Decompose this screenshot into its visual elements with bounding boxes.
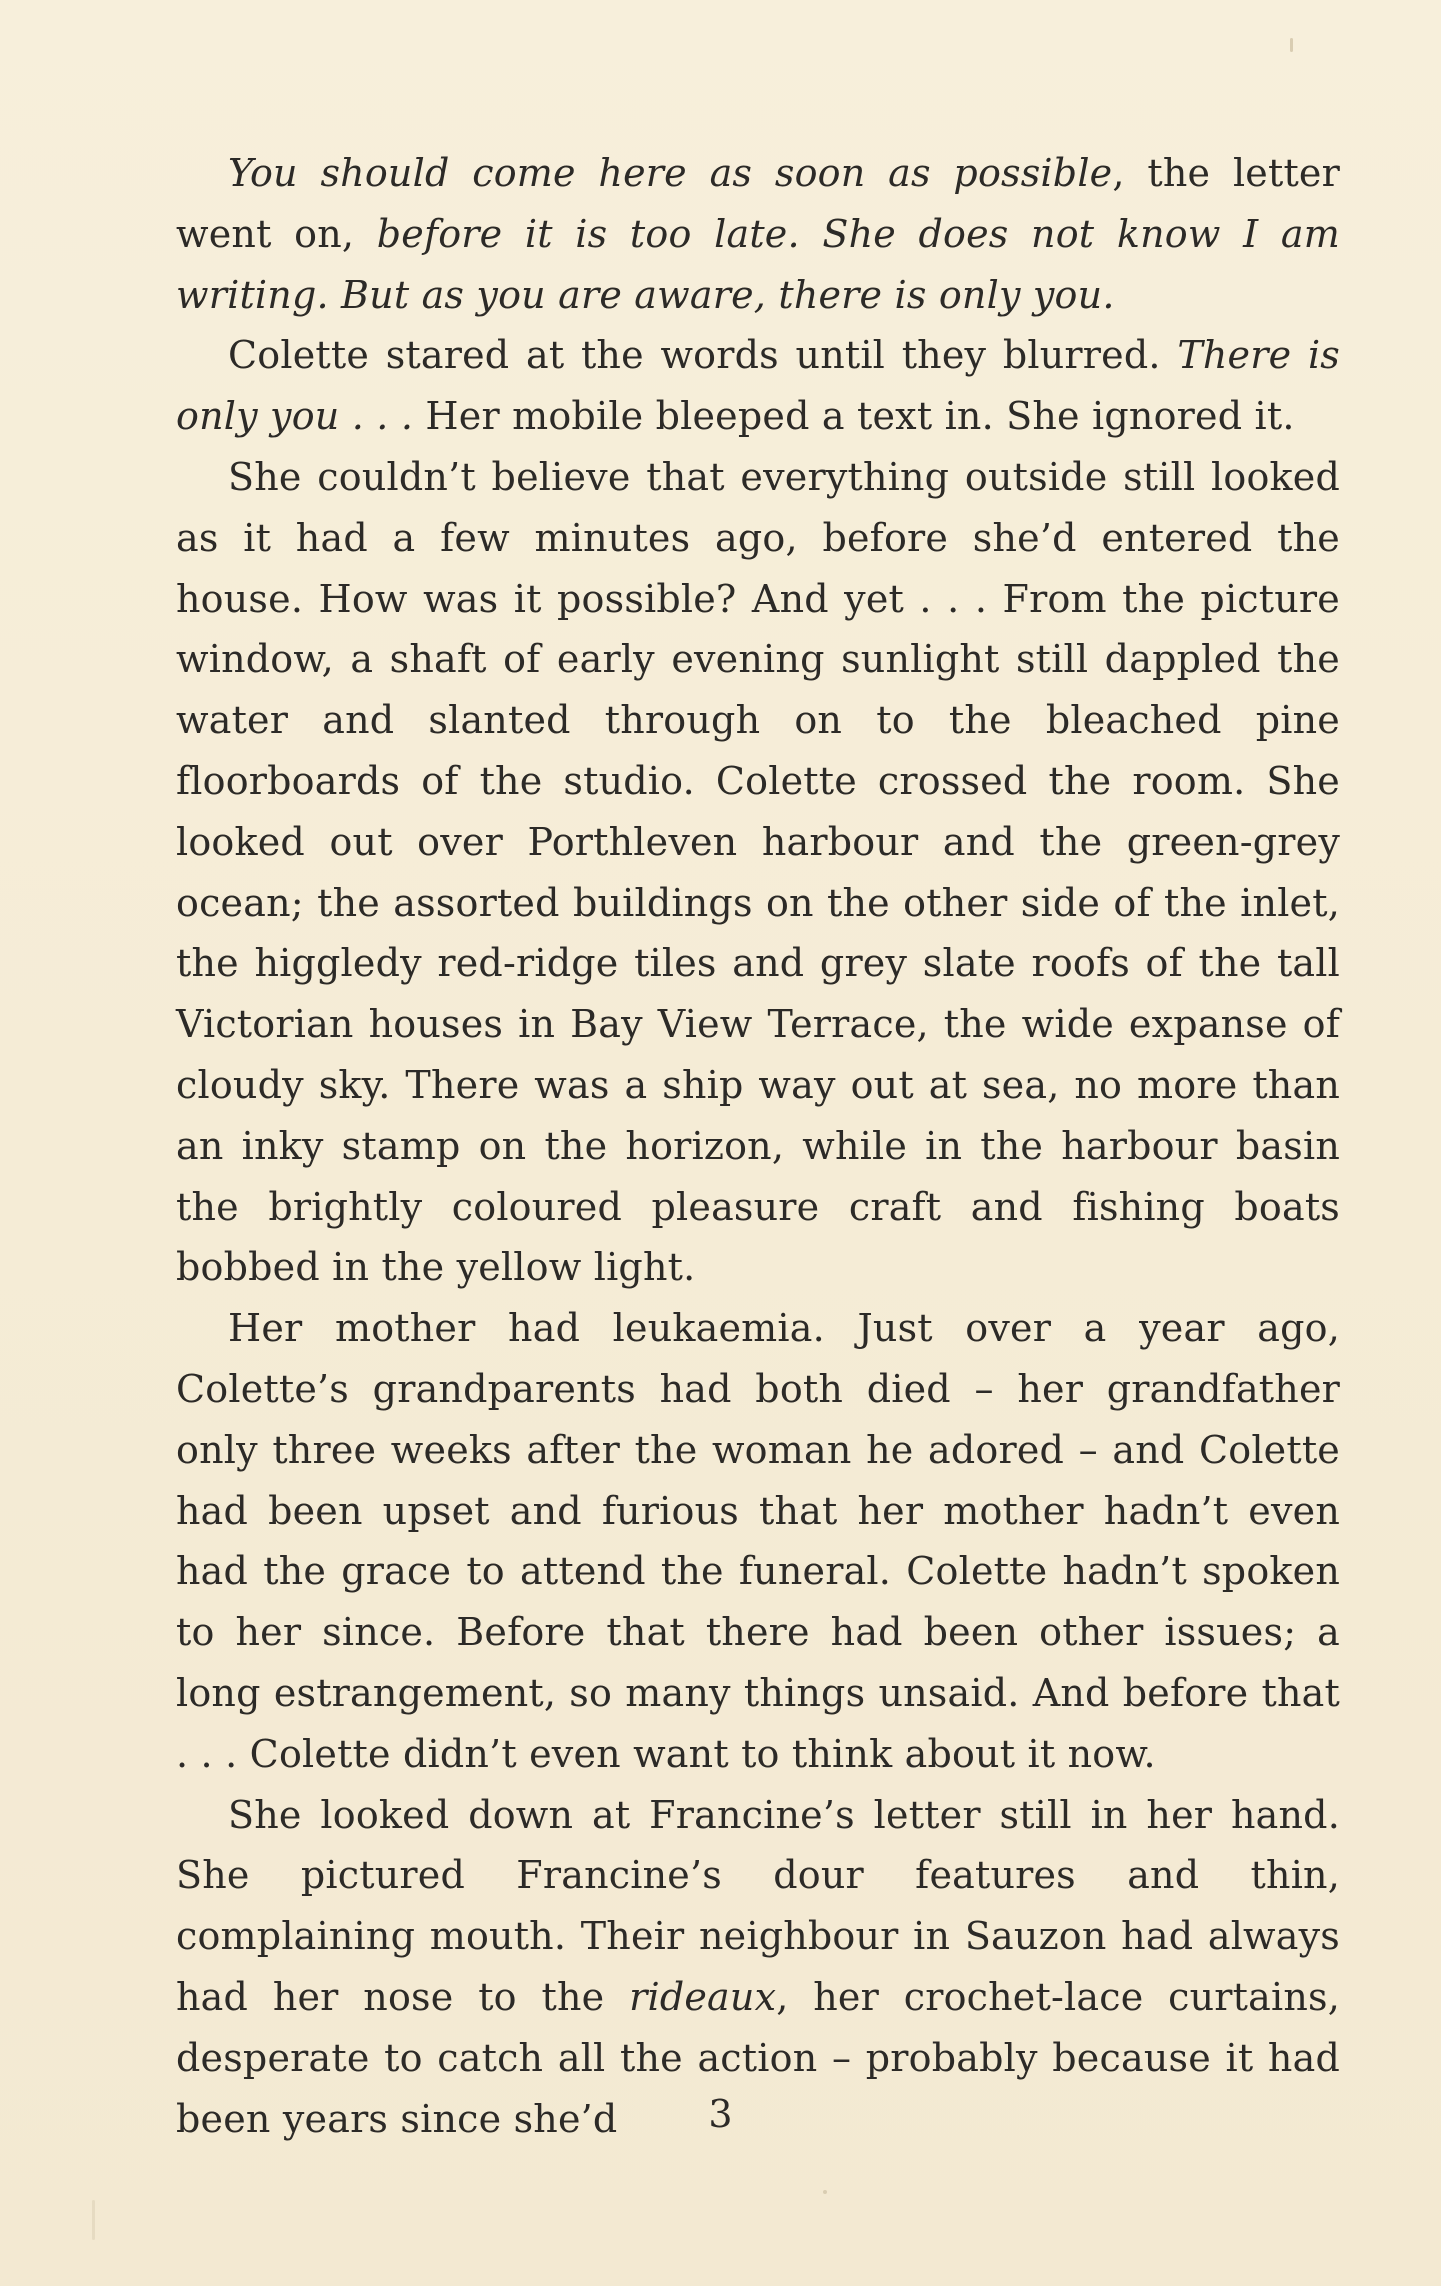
- paper-speck: [823, 2190, 827, 2194]
- narration: She looked down at Francine’s letter still in her hand. She pictured Francine’s dour features and thin, complaining mouth. Their neighbour in Sauzon had always had her nose to the: [176, 1792, 1340, 2019]
- narration: Her mobile bleeped a text in. She ignored it.: [413, 394, 1295, 439]
- narration: , her crochet-lace curtains, desperate to catch all the action – probably because it had been years since she’d: [176, 1974, 1341, 2141]
- narration: Colette stared at the words until they blurred.: [228, 333, 1178, 378]
- letter-quote: There is only you . . .: [176, 333, 1340, 439]
- paragraph-4: [176, 1298, 1340, 1784]
- paragraph-1: [176, 143, 1340, 325]
- narration: Her mother had leukaemia. Just over a year ago, Colette’s grandparents had both died – her grandfather only three weeks after the woman he adored – and Colette had been upset and furious that her mother hadn’t even had the grace to attend the funeral. Colette hadn’t spoken to her since. Before that there had been other issues; a long estrangement, so many things unsaid. And before that . . . Colette didn’t even want to think about it now.: [176, 1306, 1340, 1776]
- letter-quote: You should come here as soon as possible: [228, 151, 1113, 195]
- letter-quote: before it is too late. She does not know I am writing. But as you are aware, there is only you.: [176, 211, 1340, 317]
- paragraph-2: [176, 325, 1340, 447]
- narration: She couldn’t believe that everything outside still looked as it had a few minutes ago, before she’d entered the house. How was it possible? And yet . . . From the picture window, a shaft of early evening sunlight still dappled the water and slanted through on to the bleached pine floorboards of the studio. Colette crossed the room. She looked out over Porthleven harbour and the green-grey ocean; the assorted buildings on the other side of the inlet, the higgledy red-ridge tiles and grey slate roofs of the tall Victorian houses in Bay View Terrace, the wide expanse of cloudy sky. There was a ship way out at sea, no more than an inky stamp on the horizon, while in the harbour basin the brightly coloured pleasure craft and fishing boats bobbed in the yellow light.: [176, 454, 1340, 1290]
- paper-speck: [92, 2200, 95, 2240]
- paper-speck: [1290, 38, 1293, 52]
- foreign-word: rideaux: [629, 1974, 777, 2019]
- paragraph-3: [176, 447, 1340, 1298]
- body-text: [176, 143, 1340, 2149]
- narration: , the letter went on,: [176, 151, 1340, 256]
- page-number: 3: [708, 2092, 733, 2136]
